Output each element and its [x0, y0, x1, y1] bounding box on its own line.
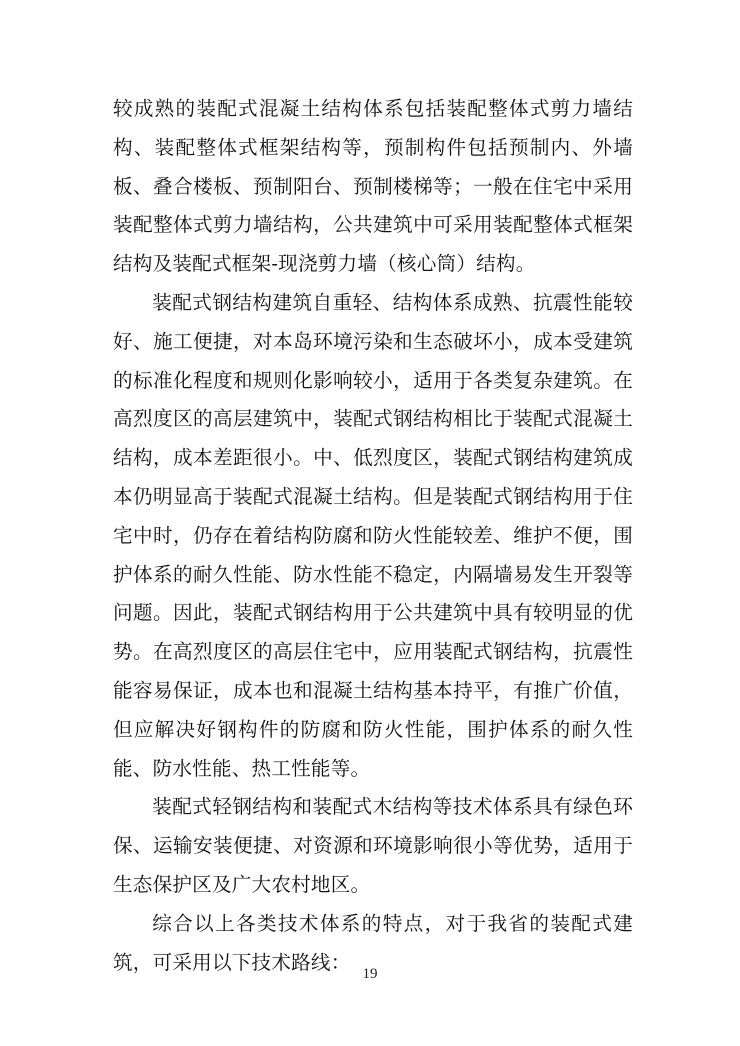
paragraph-steel-structures: 装配式钢结构建筑自重轻、结构体系成熟、抗震性能较好、施工便捷，对本岛环境污染和生态破坏小，成本受建筑的标准化程度和规则化影响较小，适用于各类复杂建筑。在高烈度区的高层建筑中，装配式钢结构相比于装配式混凝土结构，成本差距很小。中、低烈度区，装配式钢结构建筑成本仍明显高于装配式混凝土结构。但是装配式钢结构用于住宅中时，仍存在着结构防腐和防火性能较差、维护不便，围护体系的耐久性能、防水性能不稳定，内隔墙易发生开裂等问题。因此，装配式钢结构用于公共建筑中具有较明显的优势。在高烈度区的高层住宅中，应用装配式钢结构，抗震性能容易保证，成本也和混凝土结构基本持平，有推广价值，但应解决好钢构件的防腐和防火性能，围护体系的耐久性能、防水性能、热工性能等。: [113, 290, 633, 780]
paragraph-summary: 综合以上各类技术体系的特点，对于我省的装配式建筑，可采用以下技术路线：: [113, 911, 633, 974]
body-text: [113, 90, 633, 982]
paragraph-concrete-systems: 较成熟的装配式混凝土结构体系包括装配整体式剪力墙结构、装配整体式框架结构等，预制构件包括预制内、外墙板、叠合楼板、预制阳台、预制楼梯等；一般在住宅中采用装配整体式剪力墙结构，公共建筑中可采用装配整体式框架结构及装配式框架-现浇剪力墙（核心筒）结构。: [113, 97, 633, 276]
page-number: 19: [362, 966, 378, 982]
paragraph-light-steel-wood: 装配式轻钢结构和装配式木结构等技术体系具有绿色环保、运输安装便捷、对资源和环境影响很小等优势，适用于生态保护区及广大农村地区。: [113, 795, 633, 896]
